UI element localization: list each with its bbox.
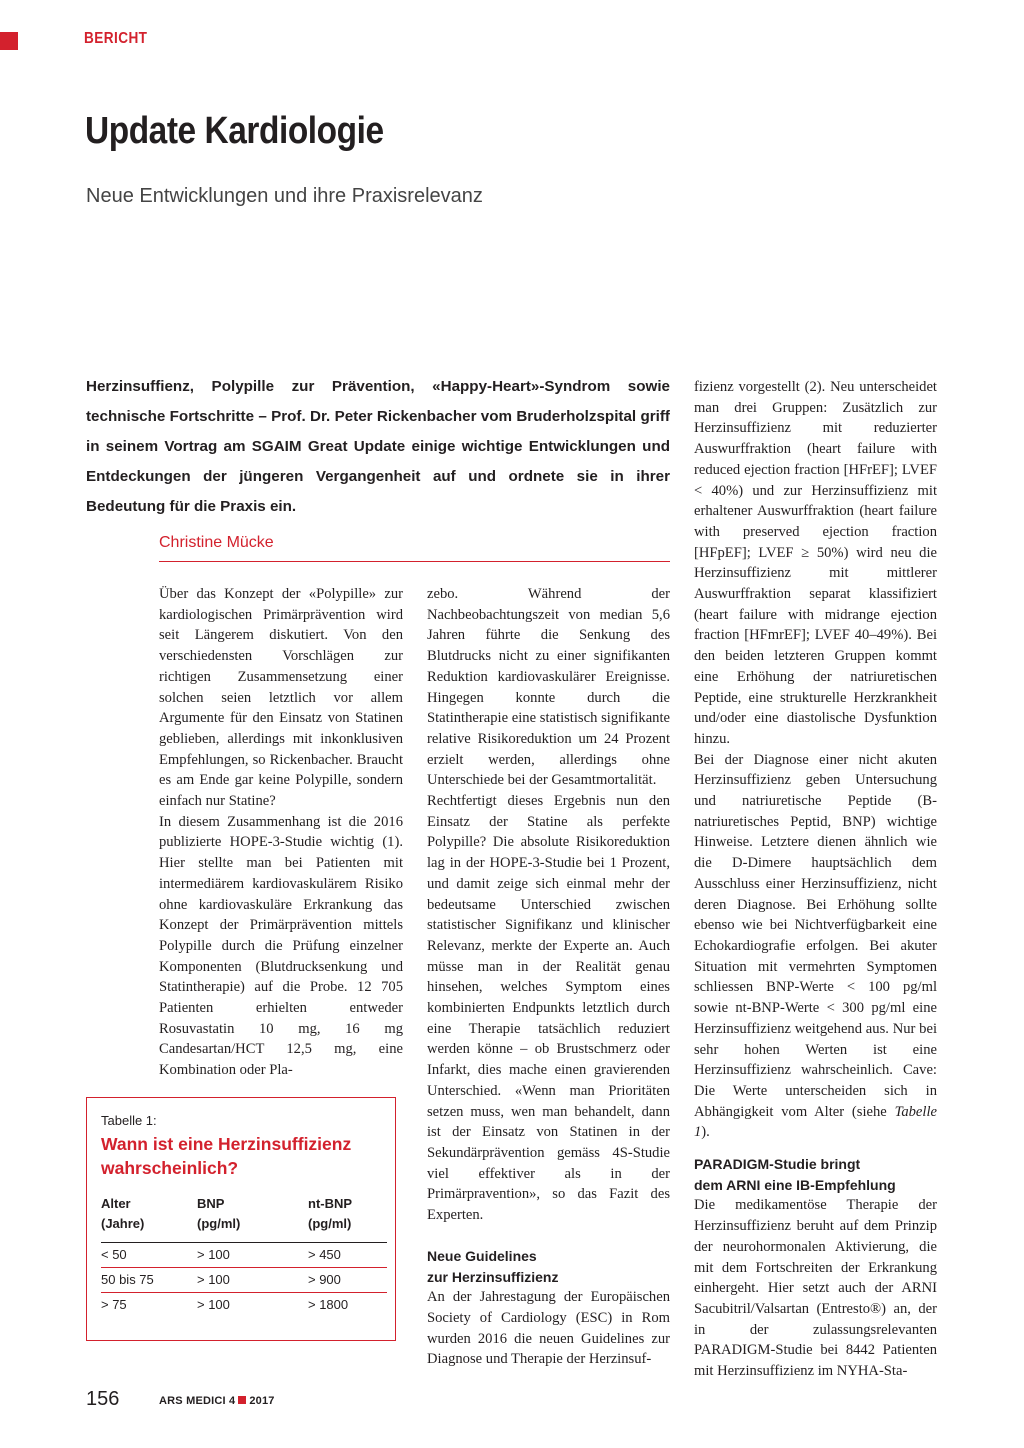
section-heading-line: zur Herzinsuffizienz — [427, 1268, 559, 1285]
table — [101, 1194, 387, 1317]
section-heading-line: PARADIGM-Studie bringt — [694, 1156, 861, 1173]
journal-year: 2017 — [249, 1395, 275, 1407]
header-text: Alter — [101, 1196, 131, 1211]
body-column-2 — [427, 584, 670, 1370]
section-heading — [427, 1246, 670, 1287]
table-header-cell — [308, 1194, 387, 1243]
spacer — [694, 1143, 937, 1154]
table-header-cell — [101, 1194, 197, 1243]
table-header-row — [101, 1194, 387, 1243]
table-row — [101, 1268, 387, 1293]
header-text: BNP — [197, 1196, 225, 1211]
article-title: Update Kardiologie — [85, 110, 384, 152]
table-cell: > 100 — [197, 1243, 308, 1268]
ref-suffix: ). — [701, 1124, 710, 1141]
section-heading-line: dem ARNI eine IB-Empfehlung — [694, 1176, 896, 1193]
header-unit: (Jahre) — [101, 1216, 145, 1231]
table-cell: > 450 — [308, 1243, 387, 1268]
section-heading — [694, 1154, 937, 1195]
header-unit: (pg/ml) — [197, 1216, 241, 1231]
section-marker — [0, 32, 18, 50]
article-subtitle: Neue Entwicklungen und ihre Praxisrelevanz — [86, 185, 483, 207]
table-row — [101, 1293, 387, 1318]
ref-prefix: (siehe — [851, 1103, 895, 1120]
header-text: nt-BNP — [308, 1196, 353, 1211]
author-divider — [159, 561, 670, 562]
header-unit: (pg/ml) — [308, 1216, 352, 1231]
paragraph — [694, 750, 937, 1143]
author-name: Christine Mücke — [159, 534, 274, 551]
table-cell: > 900 — [308, 1268, 387, 1293]
article-lead: Herzinsuffienz, Polypille zur Prävention, «Happy-Heart»-Syndrom sowie technische Fortschritte – Prof. Dr. Peter Rickenbacher vom Bruderholzspital griff in seinem Vortrag am SGAIM Great Update einige wichtige Entwicklungen und Entdeckungen der jüngeren Vergangenheit auf und ordnete sie in ihrer Bedeutung für die Praxis ein. — [86, 378, 670, 515]
paragraph-text: Bei der Diagnose einer nicht akuten Herzinsuffizienz geben Untersuchung und natriuretische Peptide (B-natriuretisches Peptid, BNP) wichtige Hinweise. Letztere dienen ähnlich wie die D-Dimere hauptsächlich dem Ausschluss einer Herzinsuffizienz, nicht deren Diagnose. Bei Erhöhung sollte ebenso wie bei Nichtverfügbarkeit eine Echokardiografie erfolgen. Bei akuter Situation mit vermehrten Symptomen schliessen BNP-Werte < 100 pg/ml sowie nt-BNP-Werte < 300 pg/ml eine Herzinsuffizienz weitgehend aus. Nur bei sehr hohen Werten ist eine Herzinsuffizienz wahrscheinlich. Cave: Die Werte unterscheiden sich in Abhängigkeit vom Alter — [694, 751, 937, 1120]
table-cell: < 50 — [101, 1243, 197, 1268]
paragraph: Rechtfertigt dieses Ergebnis nun den Einsatz der Statine als perfekte Polypille? Die absolute Risikoreduktion lag in der HOPE-3-Studie bei 1 Prozent, und damit zeige sich einmal mehr der bedeutsame Unterschied zwischen statistischer Signifikanz und klinischer Relevanz, merkte der Experte an. Auch müsse man in der Realität genau hinsehen, welches Symptom eines kombinierten Endpunkts letztlich durch eine Therapie tatsächlich reduziert werden könne – ob Brustschmerz oder Infarkt, dies mache einen gravierenden Unterschied. «Wenn man Prioritäten setzen muss, wen man behandelt, dann ist der Einsatz von Statinen in der Sekundärprävention gemäss 4S-Studie viel effektiver als in der Primärpravention», so das Fazit des Experten. — [427, 793, 670, 1224]
footer-separator — [238, 1396, 246, 1404]
table-row — [101, 1243, 387, 1268]
body-column-1 — [159, 584, 403, 1081]
table-cell: > 75 — [101, 1297, 127, 1312]
table-label: Tabelle 1: — [101, 1113, 157, 1128]
table-cell: > 100 — [197, 1297, 230, 1312]
table-header-cell — [197, 1194, 308, 1243]
spacer — [427, 1226, 670, 1246]
table-title: Wann ist eine Herzinsuffizienz wahrscheinlich? — [101, 1134, 352, 1178]
paragraph: Über das Konzept der «Polypille» zur kardiologischen Primärprävention wird seit Längerem diskutiert. Von den verschiedensten Vorschlägen zur richtigen Zusammensetzung einer solchen seien letztlich vor allem Argumente für den Einsatz von Statinen geblieben, allerdings mit inkonklusiven Empfehlungen, so Rickenbacher. Braucht es am Ende gar keine Polypille, sondern einfach nur Statine? — [159, 586, 403, 810]
paragraph: fizienz vorgestellt (2). Neu unterscheidet man drei Gruppen: Zusätzlich zur Herzinsuffizienz mit reduzierter Auswurffraktion (heart failure with reduced ejection fraction [HFrEF]; LVEF < 40%) und zur Herzinsuffizienz mit erhaltener Auswurffraktion (heart failure with preserved ejection fraction [HFpEF]; LVEF ≥ 50%) wird neu die Herzinsuffizienz mit mittlerer Auswurffraktion separat klassifiziert (heart failure with midrange ejection fraction [HFmrEF]; LVEF 40–49%). Bei den beiden letzteren Gruppen kommt eine Erhöhung der natriuretischen Peptide, eine strukturelle Herzkrankheit und/oder eine diastolische Dysfunktion hinzu. — [694, 379, 937, 747]
paragraph: Die medikamentöse Therapie der Herzinsuffizienz beruht auf dem Prinzip der neurohormonalen Aktivierung, die mit dem Fortschreiten der Erkrankung einhergeht. Hier setzt auch der ARNI Sacubitril/Valsartan (Entresto®) an, der in der zulassungsrelevanten PARADIGM-Studie bei 8442 Patienten mit Herzinsuffizienz im NYHA-Sta- — [694, 1197, 937, 1380]
table-cell: > 1800 — [308, 1297, 349, 1312]
paragraph: zebo. Während der Nachbeobachtungszeit von median 5,6 Jahren führte die Senkung des Blutdrucks nicht zu einer signifikanten Reduktion kardiovaskulärer Ereignisse. Hingegen konnte durch die Statintherapie eine statistisch signifikante relative Risikoreduktion um 24 Prozent erzielt werden, allerdings ohne Unterschiede bei der Gesamtmortalität. — [427, 586, 670, 789]
journal-name: ARS MEDICI 4 — [159, 1395, 236, 1407]
table-reference: Tabelle 1 — [694, 1103, 937, 1141]
section-heading-line: Neue Guidelines — [427, 1247, 537, 1264]
paragraph: An der Jahrestagung der Europäischen Society of Cardiology (ESC) in Rom wurden 2016 die neuen Guidelines zur Diagnose und Therapie der Herzinsuf- — [427, 1289, 670, 1368]
section-label: BERICHT — [84, 30, 148, 47]
table-cell: 50 bis 75 — [101, 1268, 197, 1293]
paragraph: In diesem Zusammenhang ist die 2016 publizierte HOPE-3-Studie wichtig (1). Hier stellte man bei Patienten mit intermediärem kardiovaskulärem Risiko ohne kardiovaskuläre Erkrankung das Konzept der Primärprävention mittels Polypille durch die Prüfung einzelner Komponenten (Blutdrucksenkung und Statintherapie) auf die Probe. 12 705 Patienten erhielten entweder Rosuvastatin 10 mg, 16 mg Candesartan/HCT 12,5 mg, eine Kombination oder Pla- — [159, 813, 403, 1079]
body-column-3 — [694, 377, 937, 1382]
page-number: 156 — [86, 1388, 120, 1410]
journal-footer — [159, 1395, 275, 1407]
table-cell: > 100 — [197, 1268, 308, 1293]
